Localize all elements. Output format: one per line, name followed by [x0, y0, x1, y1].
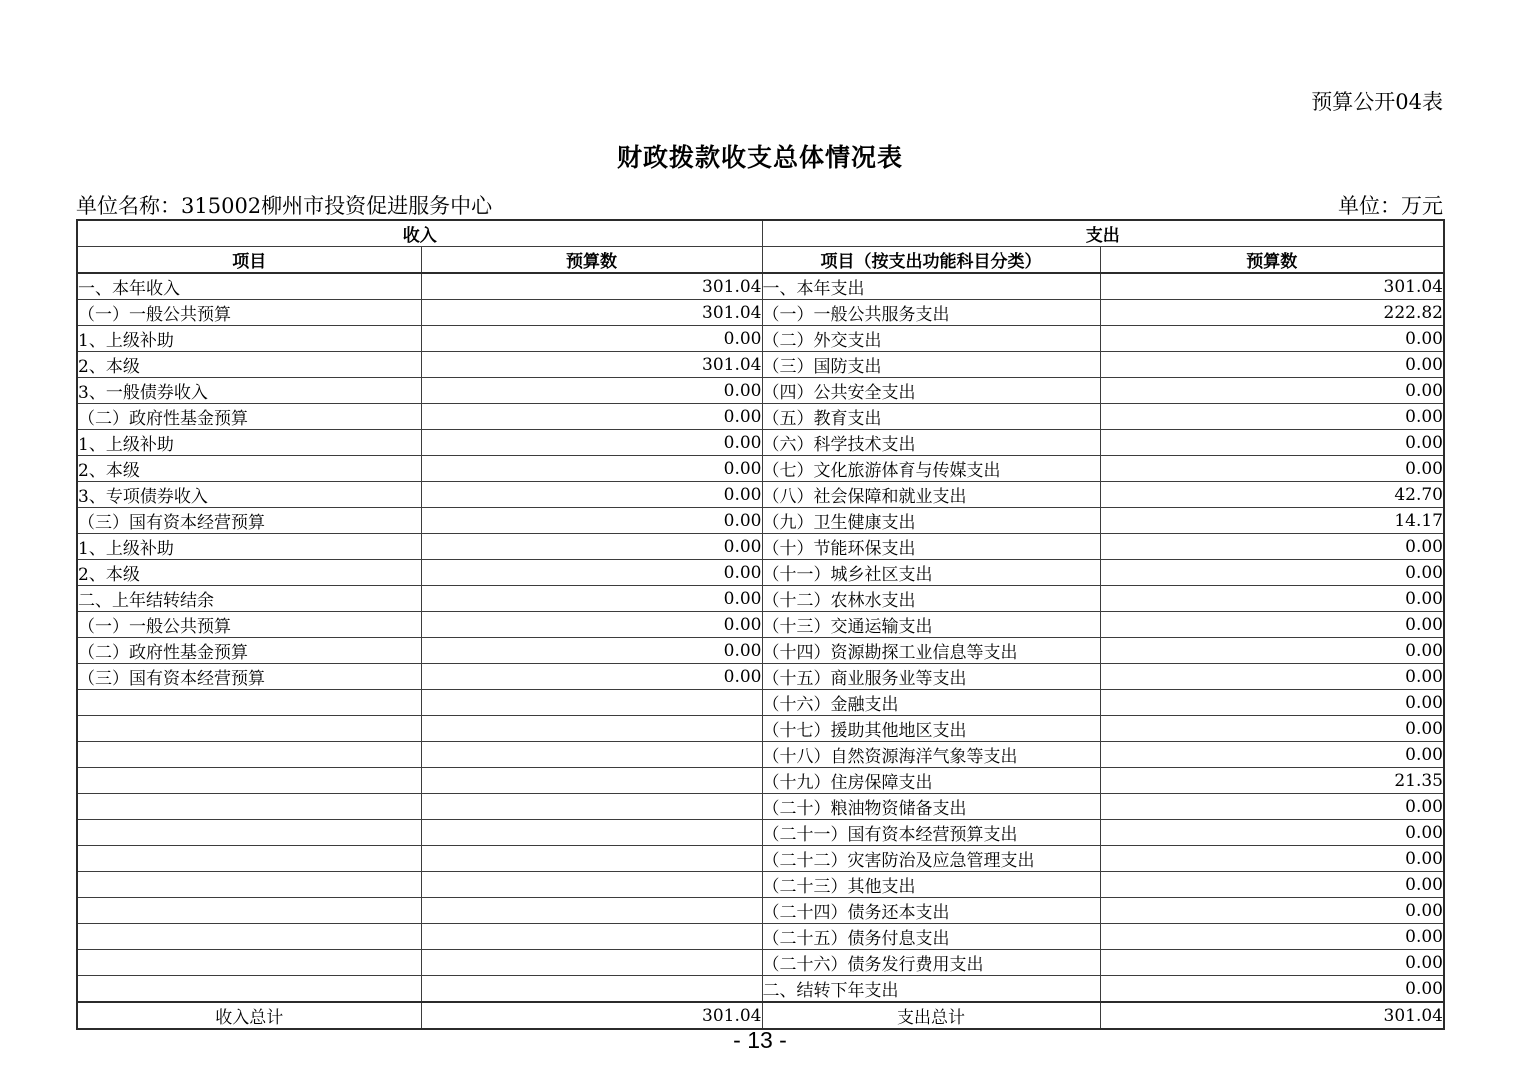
income-item-cell: 2、本级 — [77, 456, 421, 482]
expense-value-cell: 0.00 — [1100, 872, 1444, 898]
column-header-row — [77, 247, 1444, 274]
expense-item-cell: （六）科学技术支出 — [762, 430, 1100, 456]
income-item-cell — [77, 742, 421, 768]
income-item-cell — [77, 950, 421, 976]
expense-item-cell: （二十三）其他支出 — [762, 872, 1100, 898]
income-value-cell — [421, 794, 762, 820]
expense-group-header: 支出 — [762, 220, 1444, 247]
expense-item-cell: （十）节能环保支出 — [762, 534, 1100, 560]
expense-value-cell: 42.70 — [1100, 482, 1444, 508]
income-item-cell: （二）政府性基金预算 — [77, 638, 421, 664]
table-row — [77, 300, 1444, 326]
expense-total-value: 301.04 — [1100, 1002, 1444, 1029]
income-value-cell: 301.04 — [421, 300, 762, 326]
income-value-cell: 301.04 — [421, 352, 762, 378]
income-value-cell — [421, 950, 762, 976]
expense-item-cell: 一、本年支出 — [762, 273, 1100, 300]
income-value-cell: 0.00 — [421, 378, 762, 404]
form-corner-label: 预算公开04表 — [1311, 90, 1443, 114]
income-value-cell — [421, 768, 762, 794]
income-value-cell: 0.00 — [421, 638, 762, 664]
expense-value-cell: 14.17 — [1100, 508, 1444, 534]
income-value-cell: 0.00 — [421, 586, 762, 612]
table-row — [77, 326, 1444, 352]
income-total-label: 收入总计 — [77, 1002, 421, 1029]
expense-value-cell: 0.00 — [1100, 612, 1444, 638]
income-value-cell: 0.00 — [421, 456, 762, 482]
expense-value-cell: 0.00 — [1100, 326, 1444, 352]
expense-item-cell: （九）卫生健康支出 — [762, 508, 1100, 534]
expense-item-cell: （一）一般公共服务支出 — [762, 300, 1100, 326]
income-value-cell — [421, 924, 762, 950]
expense-value-cell: 0.00 — [1100, 638, 1444, 664]
income-value-cell: 0.00 — [421, 664, 762, 690]
expense-value-cell: 0.00 — [1100, 560, 1444, 586]
income-item-cell — [77, 846, 421, 872]
expense-item-cell: 二、结转下年支出 — [762, 976, 1100, 1003]
income-item-cell: 1、上级补助 — [77, 326, 421, 352]
income-value-cell: 0.00 — [421, 326, 762, 352]
table-row — [77, 586, 1444, 612]
expense-total-label: 支出总计 — [762, 1002, 1100, 1029]
income-item-header: 项目 — [77, 247, 421, 274]
unit-of-measure-label: 单位：万元 — [1338, 194, 1443, 218]
income-value-cell: 0.00 — [421, 508, 762, 534]
table-row — [77, 690, 1444, 716]
table-row — [77, 273, 1444, 300]
table-head — [77, 220, 1444, 273]
income-item-cell: 3、一般债券收入 — [77, 378, 421, 404]
expense-item-cell: （八）社会保障和就业支出 — [762, 482, 1100, 508]
table-row — [77, 924, 1444, 950]
expense-item-cell: （十四）资源勘探工业信息等支出 — [762, 638, 1100, 664]
meta-line — [76, 190, 1443, 220]
table-row — [77, 950, 1444, 976]
income-value-cell: 0.00 — [421, 404, 762, 430]
expense-value-cell: 0.00 — [1100, 976, 1444, 1003]
table-row — [77, 768, 1444, 794]
expense-item-cell: （二十二）灾害防治及应急管理支出 — [762, 846, 1100, 872]
income-value-cell: 0.00 — [421, 430, 762, 456]
table-row — [77, 664, 1444, 690]
expense-value-cell: 0.00 — [1100, 586, 1444, 612]
income-budget-header: 预算数 — [421, 247, 762, 274]
income-item-cell — [77, 898, 421, 924]
table-row — [77, 846, 1444, 872]
table-row — [77, 794, 1444, 820]
income-item-cell — [77, 794, 421, 820]
expense-value-cell: 0.00 — [1100, 794, 1444, 820]
income-item-cell — [77, 872, 421, 898]
table-row — [77, 898, 1444, 924]
income-value-cell: 0.00 — [421, 534, 762, 560]
income-item-cell — [77, 768, 421, 794]
income-group-header: 收入 — [77, 220, 762, 247]
expense-value-cell: 0.00 — [1100, 664, 1444, 690]
table-row — [77, 872, 1444, 898]
expense-value-cell: 0.00 — [1100, 846, 1444, 872]
income-value-cell — [421, 742, 762, 768]
expense-item-cell: （七）文化旅游体育与传媒支出 — [762, 456, 1100, 482]
table-row — [77, 638, 1444, 664]
expense-value-cell: 0.00 — [1100, 820, 1444, 846]
expense-value-cell: 21.35 — [1100, 768, 1444, 794]
expense-item-cell: （十八）自然资源海洋气象等支出 — [762, 742, 1100, 768]
expense-item-cell: （十七）援助其他地区支出 — [762, 716, 1100, 742]
total-row — [77, 1002, 1444, 1029]
table-row — [77, 430, 1444, 456]
table-row — [77, 534, 1444, 560]
expense-budget-header: 预算数 — [1100, 247, 1444, 274]
income-item-cell — [77, 924, 421, 950]
unit-name-label: 单位名称：315002柳州市投资促进服务中心 — [76, 194, 493, 218]
expense-item-header: 项目（按支出功能科目分类） — [762, 247, 1100, 274]
income-value-cell: 0.00 — [421, 482, 762, 508]
table-row — [77, 716, 1444, 742]
expense-item-cell: （二十六）债务发行费用支出 — [762, 950, 1100, 976]
expense-item-cell: （二十一）国有资本经营预算支出 — [762, 820, 1100, 846]
income-item-cell: 2、本级 — [77, 560, 421, 586]
income-total-value: 301.04 — [421, 1002, 762, 1029]
group-header-row — [77, 220, 1444, 247]
expense-value-cell: 0.00 — [1100, 534, 1444, 560]
income-value-cell — [421, 898, 762, 924]
income-item-cell: （一）一般公共预算 — [77, 300, 421, 326]
income-item-cell: 二、上年结转结余 — [77, 586, 421, 612]
expense-item-cell: （十二）农林水支出 — [762, 586, 1100, 612]
expense-item-cell: （十一）城乡社区支出 — [762, 560, 1100, 586]
expense-item-cell: （十六）金融支出 — [762, 690, 1100, 716]
expense-value-cell: 222.82 — [1100, 300, 1444, 326]
table-row — [77, 560, 1444, 586]
income-value-cell: 0.00 — [421, 612, 762, 638]
income-item-cell: （三）国有资本经营预算 — [77, 508, 421, 534]
expense-item-cell: （三）国防支出 — [762, 352, 1100, 378]
income-item-cell — [77, 976, 421, 1003]
expense-value-cell: 0.00 — [1100, 430, 1444, 456]
expense-value-cell: 0.00 — [1100, 378, 1444, 404]
table-row — [77, 820, 1444, 846]
table-row — [77, 976, 1444, 1003]
table-row — [77, 612, 1444, 638]
expense-item-cell: （二十四）债务还本支出 — [762, 898, 1100, 924]
page-title: 财政拨款收支总体情况表 — [616, 143, 903, 172]
expense-value-cell: 0.00 — [1100, 690, 1444, 716]
income-value-cell — [421, 716, 762, 742]
table-row — [77, 352, 1444, 378]
income-item-cell: 一、本年收入 — [77, 273, 421, 300]
income-value-cell: 301.04 — [421, 273, 762, 300]
expense-item-cell: （十五）商业服务业等支出 — [762, 664, 1100, 690]
expense-value-cell: 0.00 — [1100, 456, 1444, 482]
income-item-cell: 1、上级补助 — [77, 430, 421, 456]
expense-item-cell: （十九）住房保障支出 — [762, 768, 1100, 794]
table-row — [77, 378, 1444, 404]
income-item-cell — [77, 690, 421, 716]
expense-value-cell: 301.04 — [1100, 273, 1444, 300]
income-item-cell: （一）一般公共预算 — [77, 612, 421, 638]
table-row — [77, 482, 1444, 508]
expense-item-cell: （二十）粮油物资储备支出 — [762, 794, 1100, 820]
expense-item-cell: （十三）交通运输支出 — [762, 612, 1100, 638]
income-value-cell — [421, 820, 762, 846]
income-value-cell — [421, 846, 762, 872]
income-item-cell — [77, 716, 421, 742]
table-row — [77, 456, 1444, 482]
expense-item-cell: （二十五）债务付息支出 — [762, 924, 1100, 950]
income-item-cell: 3、专项债券收入 — [77, 482, 421, 508]
expense-value-cell: 0.00 — [1100, 352, 1444, 378]
page-number: - 13 - — [733, 1027, 787, 1053]
income-item-cell: 2、本级 — [77, 352, 421, 378]
table-footer — [77, 1002, 1444, 1029]
expense-value-cell: 0.00 — [1100, 950, 1444, 976]
expense-value-cell: 0.00 — [1100, 716, 1444, 742]
income-value-cell: 0.00 — [421, 560, 762, 586]
income-value-cell — [421, 690, 762, 716]
expense-value-cell: 0.00 — [1100, 924, 1444, 950]
income-item-cell: 1、上级补助 — [77, 534, 421, 560]
expense-item-cell: （二）外交支出 — [762, 326, 1100, 352]
expense-value-cell: 0.00 — [1100, 742, 1444, 768]
table-row — [77, 404, 1444, 430]
income-value-cell — [421, 976, 762, 1003]
expense-value-cell: 0.00 — [1100, 404, 1444, 430]
income-item-cell — [77, 820, 421, 846]
income-value-cell — [421, 872, 762, 898]
table-row — [77, 508, 1444, 534]
expense-item-cell: （四）公共安全支出 — [762, 378, 1100, 404]
expense-value-cell: 0.00 — [1100, 898, 1444, 924]
table-row — [77, 742, 1444, 768]
income-item-cell: （二）政府性基金预算 — [77, 404, 421, 430]
income-item-cell: （三）国有资本经营预算 — [77, 664, 421, 690]
expense-item-cell: （五）教育支出 — [762, 404, 1100, 430]
budget-table — [76, 219, 1445, 1030]
table-body — [77, 273, 1444, 1002]
